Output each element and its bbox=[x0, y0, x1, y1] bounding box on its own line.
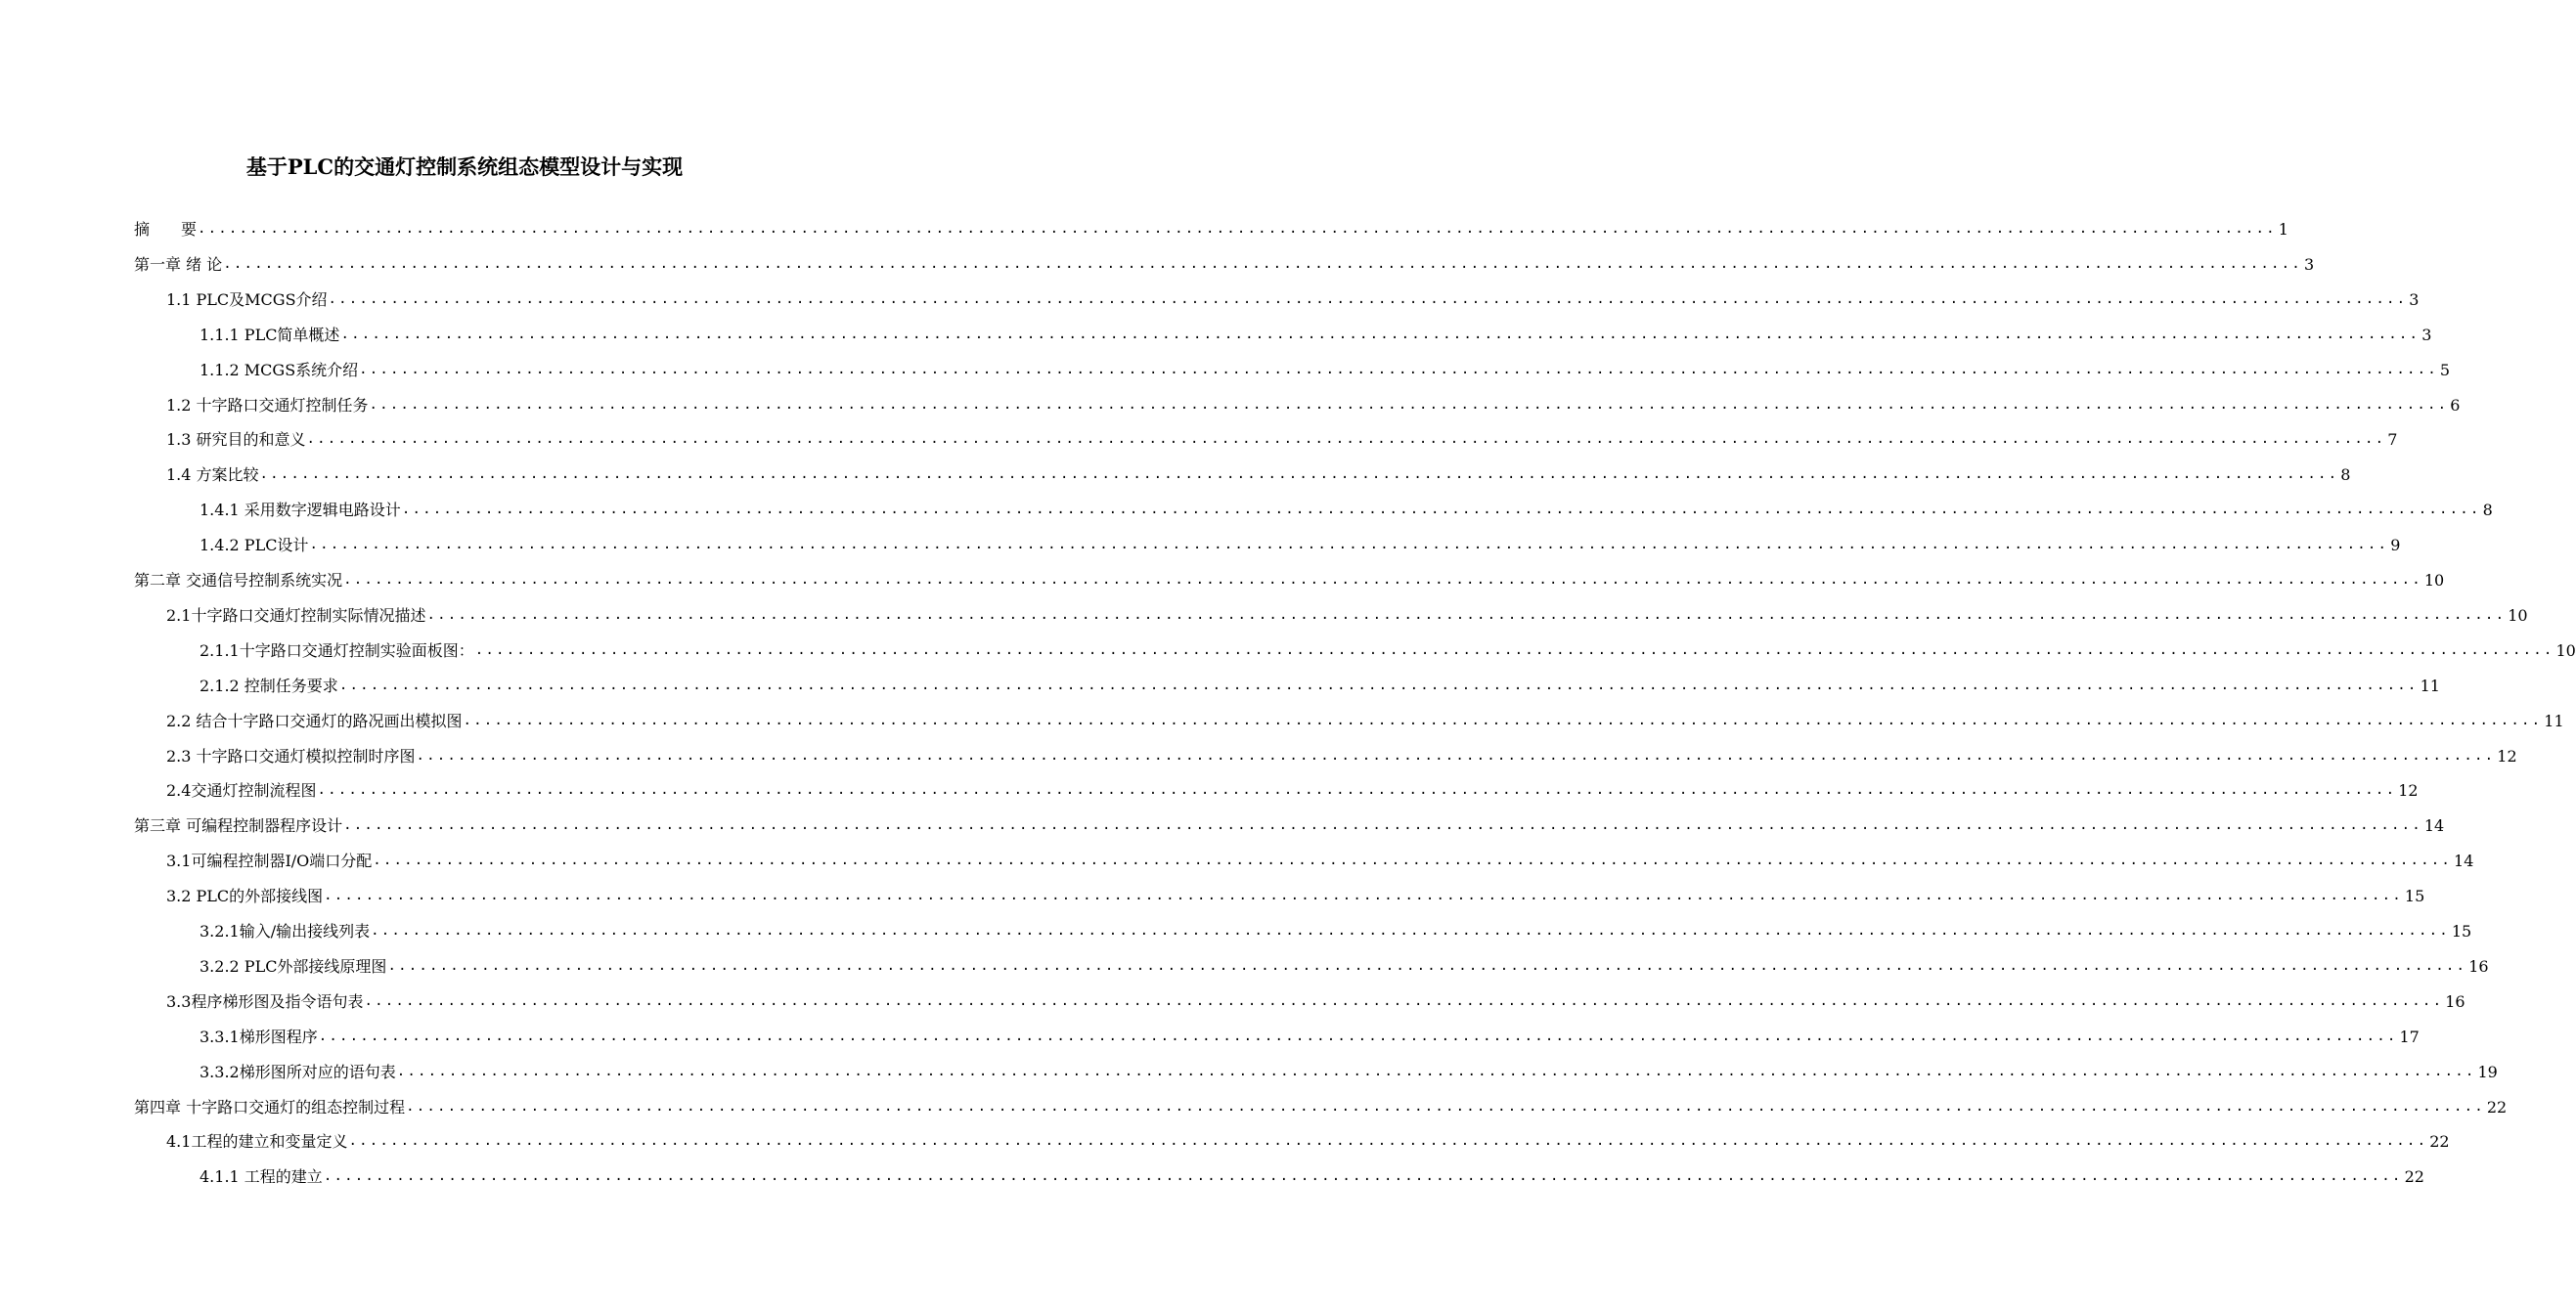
toc-entry-label: 3.3程序梯形图及指令语句表 bbox=[166, 991, 364, 1011]
toc-entry[interactable] bbox=[134, 1090, 2508, 1119]
toc-entry[interactable] bbox=[134, 247, 2315, 277]
toc-entry[interactable] bbox=[166, 598, 2528, 628]
toc-entry-page-number: 5 bbox=[2439, 360, 2451, 379]
toc-entry[interactable] bbox=[166, 422, 2398, 452]
toc-entry-label: 1.1.1 PLC简单概述 bbox=[200, 325, 340, 344]
toc-dot-leader: ........................................................................................................................................................................................................ bbox=[309, 537, 2389, 553]
toc-entry-label: 2.2 结合十字路口交通灯的路况画出模拟图 bbox=[166, 711, 463, 730]
toc-entry-page-number: 22 bbox=[2486, 1097, 2508, 1117]
toc-dot-leader: ........................................................................................................................................................................................................ bbox=[463, 712, 2543, 728]
toc-dot-leader: ........................................................................................................................................................................................................ bbox=[324, 888, 2403, 904]
toc-entry-label: 2.3 十字路口交通灯模拟控制时序图 bbox=[166, 746, 416, 766]
toc-dot-leader: ........................................................................................................................................................................................................ bbox=[369, 396, 2449, 413]
toc-entry-page-number: 3 bbox=[2409, 289, 2420, 309]
toc-entry[interactable] bbox=[200, 1055, 2498, 1084]
toc-entry[interactable] bbox=[200, 318, 2432, 347]
toc-entry-label: 3.2.1输入/输出接线列表 bbox=[200, 922, 371, 941]
toc-entry-label: 3.3.2梯形图所对应的语句表 bbox=[200, 1062, 396, 1081]
toc-entry[interactable] bbox=[166, 879, 2425, 908]
toc-dot-leader: ........................................................................................................................................................................................................ bbox=[343, 572, 2422, 588]
toc-entry[interactable] bbox=[134, 563, 2445, 592]
toc-entry-label: 第三章 可编程控制器程序设计 bbox=[134, 816, 343, 836]
toc-entry[interactable] bbox=[166, 704, 2564, 733]
toc-entry-page-number: 12 bbox=[2398, 781, 2419, 801]
toc-dot-leader: ........................................................................................................................................................................................................ bbox=[317, 782, 2397, 799]
toc-entry-page-number: 14 bbox=[2454, 852, 2474, 871]
toc-dot-leader: ........................................................................................................................................................................................................ bbox=[328, 290, 2408, 307]
toc-entry-page-number: 1 bbox=[2278, 220, 2288, 239]
toc-entry-page-number: 8 bbox=[2340, 465, 2351, 485]
toc-entry-label: 2.1.2 控制任务要求 bbox=[200, 676, 338, 695]
toc-entry[interactable] bbox=[200, 949, 2489, 979]
toc-entry[interactable] bbox=[134, 809, 2445, 838]
toc-dot-leader: ........................................................................................................................................................................................................ bbox=[338, 677, 2419, 693]
toc-entry-label: 4.1工程的建立和变量定义 bbox=[166, 1132, 348, 1152]
toc-entry[interactable] bbox=[200, 493, 2493, 522]
toc-entry-page-number: 22 bbox=[2404, 1167, 2424, 1187]
toc-entry[interactable] bbox=[200, 1160, 2424, 1189]
toc-dot-leader: ........................................................................................................................................................................................................ bbox=[323, 1168, 2403, 1185]
toc-dot-leader: ........................................................................................................................................................................................................ bbox=[259, 466, 2339, 483]
toc-entry-label: 4.1.1 工程的建立 bbox=[200, 1167, 323, 1187]
toc-entry[interactable] bbox=[166, 773, 2419, 803]
toc-entry[interactable] bbox=[134, 212, 2288, 241]
toc-entry-label: 1.4.1 采用数字逻辑电路设计 bbox=[200, 501, 401, 520]
toc-entry-page-number: 12 bbox=[2497, 746, 2517, 766]
toc-entry[interactable] bbox=[166, 985, 2465, 1014]
toc-entry-page-number: 15 bbox=[2404, 887, 2425, 906]
toc-entry[interactable] bbox=[166, 283, 2420, 312]
toc-entry-page-number: 22 bbox=[2429, 1132, 2450, 1152]
toc-entry-label: 3.1可编程控制器I/O端口分配 bbox=[166, 852, 373, 871]
toc-entry-label: 1.3 研究目的和意义 bbox=[166, 430, 306, 450]
toc-entry-label: 1.1 PLC及MCGS介绍 bbox=[166, 289, 328, 309]
toc-entry-page-number: 10 bbox=[2508, 605, 2528, 625]
toc-dot-leader: ........................................................................................................................................................................................................ bbox=[318, 1028, 2398, 1044]
toc-entry-label: 2.1.1十字路口交通灯控制实验面板图： bbox=[200, 640, 474, 660]
toc-entry-label: 第四章 十字路口交通灯的组态控制过程 bbox=[134, 1097, 406, 1117]
toc-entry-page-number: 3 bbox=[2421, 325, 2432, 344]
toc-entry-label: 1.1.2 MCGS系统介绍 bbox=[200, 360, 359, 379]
toc-entry-page-number: 6 bbox=[2450, 395, 2461, 415]
toc-dot-leader: ........................................................................................................................................................................................................ bbox=[359, 361, 2438, 377]
toc-dot-leader: ........................................................................................................................................................................................................ bbox=[474, 641, 2554, 658]
toc-dot-leader: ........................................................................................................................................................................................................ bbox=[198, 221, 2277, 237]
toc-entry-page-number: 16 bbox=[2468, 956, 2489, 976]
toc-entry-page-number: 10 bbox=[2555, 640, 2576, 660]
toc-entry-page-number: 9 bbox=[2390, 536, 2401, 555]
toc-dot-leader: ........................................................................................................................................................................................................ bbox=[371, 923, 2450, 939]
toc-entry-label: 3.3.1梯形图程序 bbox=[200, 1027, 318, 1046]
toc-entry-label: 摘 要 bbox=[134, 220, 198, 239]
toc-entry[interactable] bbox=[200, 353, 2451, 382]
toc-entry-label: 1.4.2 PLC设计 bbox=[200, 536, 309, 555]
toc-entry[interactable] bbox=[200, 1020, 2420, 1049]
toc-entry[interactable] bbox=[200, 528, 2401, 557]
toc-dot-leader: ........................................................................................................................................................................................................ bbox=[401, 502, 2481, 518]
toc-entry-page-number: 14 bbox=[2423, 816, 2445, 836]
toc-entry-page-number: 3 bbox=[2303, 254, 2315, 274]
toc-entry-page-number: 19 bbox=[2477, 1062, 2498, 1081]
toc-entry-label: 2.4交通灯控制流程图 bbox=[166, 781, 317, 801]
toc-entry[interactable] bbox=[200, 634, 2576, 663]
toc-dot-leader: ........................................................................................................................................................................................................ bbox=[416, 747, 2496, 764]
toc-entry-page-number: 16 bbox=[2445, 991, 2465, 1011]
toc-dot-leader: ........................................................................................................................................................................................................ bbox=[396, 1063, 2476, 1079]
toc-entry-page-number: 17 bbox=[2399, 1027, 2420, 1046]
toc-entry-label: 1.4 方案比较 bbox=[166, 465, 259, 485]
toc-dot-leader: ........................................................................................................................................................................................................ bbox=[343, 817, 2422, 834]
toc-dot-leader: ........................................................................................................................................................................................................ bbox=[348, 1133, 2428, 1150]
document-title: 基于PLC的交通灯控制系统组态模型设计与实现 bbox=[245, 154, 684, 179]
toc-entry-page-number: 10 bbox=[2423, 571, 2445, 590]
toc-entry-page-number: 11 bbox=[2544, 711, 2564, 730]
toc-entry-label: 第一章 绪 论 bbox=[134, 254, 223, 274]
toc-entry-page-number: 7 bbox=[2387, 430, 2398, 450]
toc-dot-leader: ........................................................................................................................................................................................................ bbox=[223, 255, 2302, 272]
toc-entry-label: 1.2 十字路口交通灯控制任务 bbox=[166, 395, 369, 415]
toc-dot-leader: ........................................................................................................................................................................................................ bbox=[373, 853, 2453, 869]
toc-entry[interactable] bbox=[166, 739, 2517, 768]
toc-dot-leader: ........................................................................................................................................................................................................ bbox=[406, 1098, 2485, 1115]
toc-dot-leader: ........................................................................................................................................................................................................ bbox=[387, 957, 2467, 974]
toc-entry-label: 3.2 PLC的外部接线图 bbox=[166, 887, 324, 906]
toc-entry[interactable] bbox=[200, 669, 2440, 698]
toc-entry[interactable] bbox=[166, 388, 2461, 417]
toc-entry[interactable] bbox=[166, 458, 2351, 487]
toc-dot-leader: ........................................................................................................................................................................................................ bbox=[306, 431, 2386, 448]
toc-entry[interactable] bbox=[200, 914, 2472, 943]
toc-entry-label: 2.1十字路口交通灯控制实际情况描述 bbox=[166, 605, 426, 625]
toc-entry[interactable] bbox=[166, 844, 2474, 873]
toc-entry-page-number: 11 bbox=[2420, 676, 2440, 695]
toc-dot-leader: ........................................................................................................................................................................................................ bbox=[364, 992, 2444, 1009]
toc-entry-label: 第二章 交通信号控制系统实况 bbox=[134, 571, 343, 590]
toc-entry-page-number: 15 bbox=[2451, 922, 2472, 941]
toc-entry-page-number: 8 bbox=[2482, 501, 2493, 520]
toc-dot-leader: ........................................................................................................................................................................................................ bbox=[340, 326, 2421, 342]
toc-entry-label: 3.2.2 PLC外部接线原理图 bbox=[200, 956, 387, 976]
toc-entry[interactable] bbox=[166, 1124, 2450, 1154]
toc-dot-leader: ........................................................................................................................................................................................................ bbox=[426, 606, 2507, 623]
